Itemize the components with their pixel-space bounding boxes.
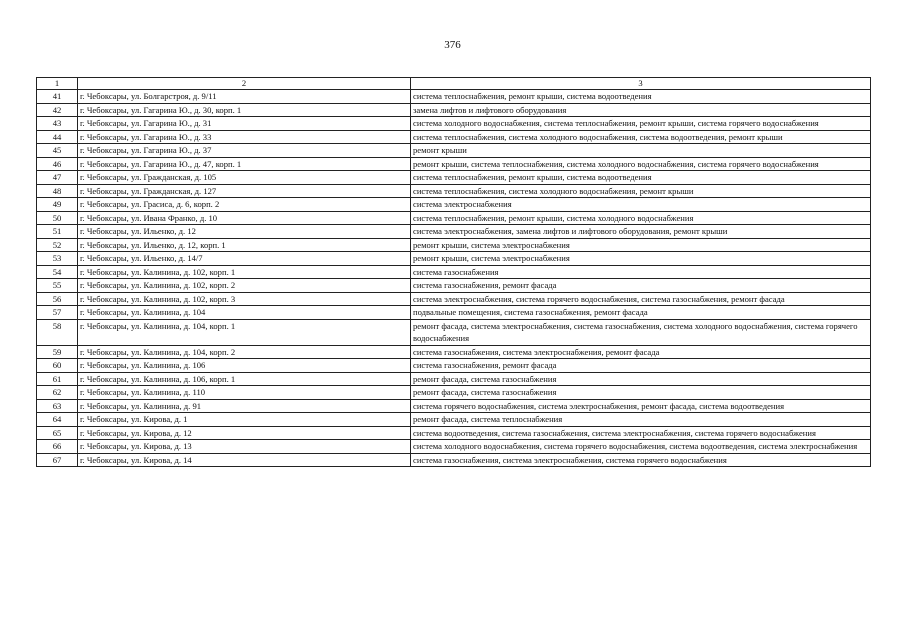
row-address-cell: г. Чебоксары, ул. Гагарина Ю., д. 37 xyxy=(78,144,411,158)
row-number-cell: 55 xyxy=(37,279,78,293)
row-number-cell: 58 xyxy=(37,319,78,345)
column-header-address: 2 xyxy=(78,78,411,90)
row-address-cell: г. Чебоксары, ул. Гагарина Ю., д. 47, корп. 1 xyxy=(78,157,411,171)
row-works-cell: система теплоснабжения, ремонт крыши, система холодного водоснабжения xyxy=(411,211,871,225)
table-row xyxy=(37,211,871,225)
row-address-cell: г. Чебоксары, ул. Кирова, д. 12 xyxy=(78,426,411,440)
row-works-cell: система газоснабжения, система электроснабжения, система горячего водоснабжения xyxy=(411,453,871,467)
row-number-cell: 61 xyxy=(37,372,78,386)
row-works-cell: ремонт фасада, система газоснабжения xyxy=(411,372,871,386)
row-number-cell: 48 xyxy=(37,184,78,198)
row-number-cell: 53 xyxy=(37,252,78,266)
row-works-cell: подвальные помещения, система газоснабжения, ремонт фасада xyxy=(411,306,871,320)
table-row xyxy=(37,319,871,345)
table-row xyxy=(37,157,871,171)
row-address-cell: г. Чебоксары, ул. Калинина, д. 104, корп. 1 xyxy=(78,319,411,345)
table-header-row xyxy=(37,78,871,90)
page-number: 376 xyxy=(444,39,461,51)
row-address-cell: г. Чебоксары, ул. Гагарина Ю., д. 31 xyxy=(78,117,411,131)
table-row xyxy=(37,306,871,320)
table-row xyxy=(37,184,871,198)
column-header-works: 3 xyxy=(411,78,871,90)
row-number-cell: 45 xyxy=(37,144,78,158)
row-number-cell: 52 xyxy=(37,238,78,252)
row-number-cell: 47 xyxy=(37,171,78,185)
row-address-cell: г. Чебоксары, ул. Калинина, д. 102, корп. 2 xyxy=(78,279,411,293)
row-number-cell: 46 xyxy=(37,157,78,171)
row-address-cell: г. Чебоксары, ул. Гагарина Ю., д. 33 xyxy=(78,130,411,144)
row-works-cell: система водоотведения, система газоснабжения, система электроснабжения, система горячего водоснабжения xyxy=(411,426,871,440)
table-body xyxy=(37,78,871,467)
row-works-cell: ремонт крыши xyxy=(411,144,871,158)
row-address-cell: г. Чебоксары, ул. Ильенко, д. 12 xyxy=(78,225,411,239)
row-number-cell: 41 xyxy=(37,90,78,104)
row-works-cell: система газоснабжения, система электроснабжения, ремонт фасада xyxy=(411,345,871,359)
table-row xyxy=(37,413,871,427)
table-row xyxy=(37,453,871,467)
row-number-cell: 62 xyxy=(37,386,78,400)
row-number-cell: 49 xyxy=(37,198,78,212)
table-row xyxy=(37,130,871,144)
row-works-cell: ремонт крыши, система электроснабжения xyxy=(411,238,871,252)
row-address-cell: г. Чебоксары, ул. Гражданская, д. 127 xyxy=(78,184,411,198)
table-row xyxy=(37,252,871,266)
repair-works-table xyxy=(36,77,871,467)
row-works-cell: система электроснабжения, замена лифтов и лифтового оборудования, ремонт крыши xyxy=(411,225,871,239)
row-number-cell: 59 xyxy=(37,345,78,359)
row-works-cell: система холодного водоснабжения, система теплоснабжения, ремонт крыши, система горячего водоснабжения xyxy=(411,117,871,131)
row-number-cell: 42 xyxy=(37,103,78,117)
row-number-cell: 51 xyxy=(37,225,78,239)
row-address-cell: г. Чебоксары, ул. Калинина, д. 106, корп. 1 xyxy=(78,372,411,386)
row-number-cell: 66 xyxy=(37,440,78,454)
row-works-cell: система газоснабжения, ремонт фасада xyxy=(411,279,871,293)
row-number-cell: 64 xyxy=(37,413,78,427)
table-row xyxy=(37,279,871,293)
table-row xyxy=(37,90,871,104)
row-address-cell: г. Чебоксары, ул. Болгарстроя, д. 9/11 xyxy=(78,90,411,104)
table-row xyxy=(37,198,871,212)
row-works-cell: система теплоснабжения, ремонт крыши, система водоотведения xyxy=(411,171,871,185)
table-row xyxy=(37,265,871,279)
table-row xyxy=(37,117,871,131)
table-row xyxy=(37,440,871,454)
table-row xyxy=(37,386,871,400)
row-address-cell: г. Чебоксары, ул. Кирова, д. 1 xyxy=(78,413,411,427)
row-works-cell: система теплоснабжения, ремонт крыши, система водоотведения xyxy=(411,90,871,104)
row-number-cell: 54 xyxy=(37,265,78,279)
table-row xyxy=(37,426,871,440)
table-row xyxy=(37,171,871,185)
row-works-cell: система газоснабжения xyxy=(411,265,871,279)
row-works-cell: ремонт фасада, система газоснабжения xyxy=(411,386,871,400)
row-address-cell: г. Чебоксары, ул. Калинина, д. 104, корп. 2 xyxy=(78,345,411,359)
row-number-cell: 65 xyxy=(37,426,78,440)
row-works-cell: система горячего водоснабжения, система электроснабжения, ремонт фасада, система водоотведения xyxy=(411,399,871,413)
row-works-cell: ремонт крыши, система теплоснабжения, система холодного водоснабжения, система горячего водоснабжения xyxy=(411,157,871,171)
row-works-cell: ремонт фасада, система электроснабжения, система газоснабжения, система холодного водоснабжения, система горячего водоснабжения xyxy=(411,319,871,345)
row-address-cell: г. Чебоксары, ул. Кирова, д. 14 xyxy=(78,453,411,467)
table-row xyxy=(37,238,871,252)
column-header-number: 1 xyxy=(37,78,78,90)
table-row xyxy=(37,372,871,386)
row-number-cell: 60 xyxy=(37,359,78,373)
row-number-cell: 67 xyxy=(37,453,78,467)
row-number-cell: 56 xyxy=(37,292,78,306)
row-works-cell: система теплоснабжения, система холодного водоснабжения, ремонт крыши xyxy=(411,184,871,198)
table-row xyxy=(37,399,871,413)
row-works-cell: замена лифтов и лифтового оборудования xyxy=(411,103,871,117)
table-row xyxy=(37,103,871,117)
row-works-cell: система газоснабжения, ремонт фасада xyxy=(411,359,871,373)
row-address-cell: г. Чебоксары, ул. Калинина, д. 106 xyxy=(78,359,411,373)
row-address-cell: г. Чебоксары, ул. Гражданская, д. 105 xyxy=(78,171,411,185)
table-row xyxy=(37,292,871,306)
row-address-cell: г. Чебоксары, ул. Гагарина Ю., д. 30, корп. 1 xyxy=(78,103,411,117)
table-row xyxy=(37,345,871,359)
row-number-cell: 57 xyxy=(37,306,78,320)
row-number-cell: 63 xyxy=(37,399,78,413)
row-works-cell: система холодного водоснабжения, система горячего водоснабжения, система водоотведения, система электроснабжения xyxy=(411,440,871,454)
table-row xyxy=(37,144,871,158)
row-number-cell: 43 xyxy=(37,117,78,131)
row-address-cell: г. Чебоксары, ул. Калинина, д. 104 xyxy=(78,306,411,320)
row-address-cell: г. Чебоксары, ул. Ивана Франко, д. 10 xyxy=(78,211,411,225)
row-address-cell: г. Чебоксары, ул. Калинина, д. 102, корп. 3 xyxy=(78,292,411,306)
row-works-cell: система теплоснабжения, система холодного водоснабжения, система водоотведения, ремонт крыши xyxy=(411,130,871,144)
row-works-cell: ремонт крыши, система электроснабжения xyxy=(411,252,871,266)
table-row xyxy=(37,225,871,239)
row-address-cell: г. Чебоксары, ул. Грасиса, д. 6, корп. 2 xyxy=(78,198,411,212)
row-address-cell: г. Чебоксары, ул. Калинина, д. 102, корп. 1 xyxy=(78,265,411,279)
row-address-cell: г. Чебоксары, ул. Кирова, д. 13 xyxy=(78,440,411,454)
table-row xyxy=(37,359,871,373)
row-address-cell: г. Чебоксары, ул. Калинина, д. 110 xyxy=(78,386,411,400)
row-address-cell: г. Чебоксары, ул. Ильенко, д. 14/7 xyxy=(78,252,411,266)
row-number-cell: 50 xyxy=(37,211,78,225)
row-works-cell: система электроснабжения, система горячего водоснабжения, система газоснабжения, ремонт фасада xyxy=(411,292,871,306)
row-number-cell: 44 xyxy=(37,130,78,144)
row-works-cell: система электроснабжения xyxy=(411,198,871,212)
row-address-cell: г. Чебоксары, ул. Калинина, д. 91 xyxy=(78,399,411,413)
row-address-cell: г. Чебоксары, ул. Ильенко, д. 12, корп. 1 xyxy=(78,238,411,252)
row-works-cell: ремонт фасада, система теплоснабжения xyxy=(411,413,871,427)
